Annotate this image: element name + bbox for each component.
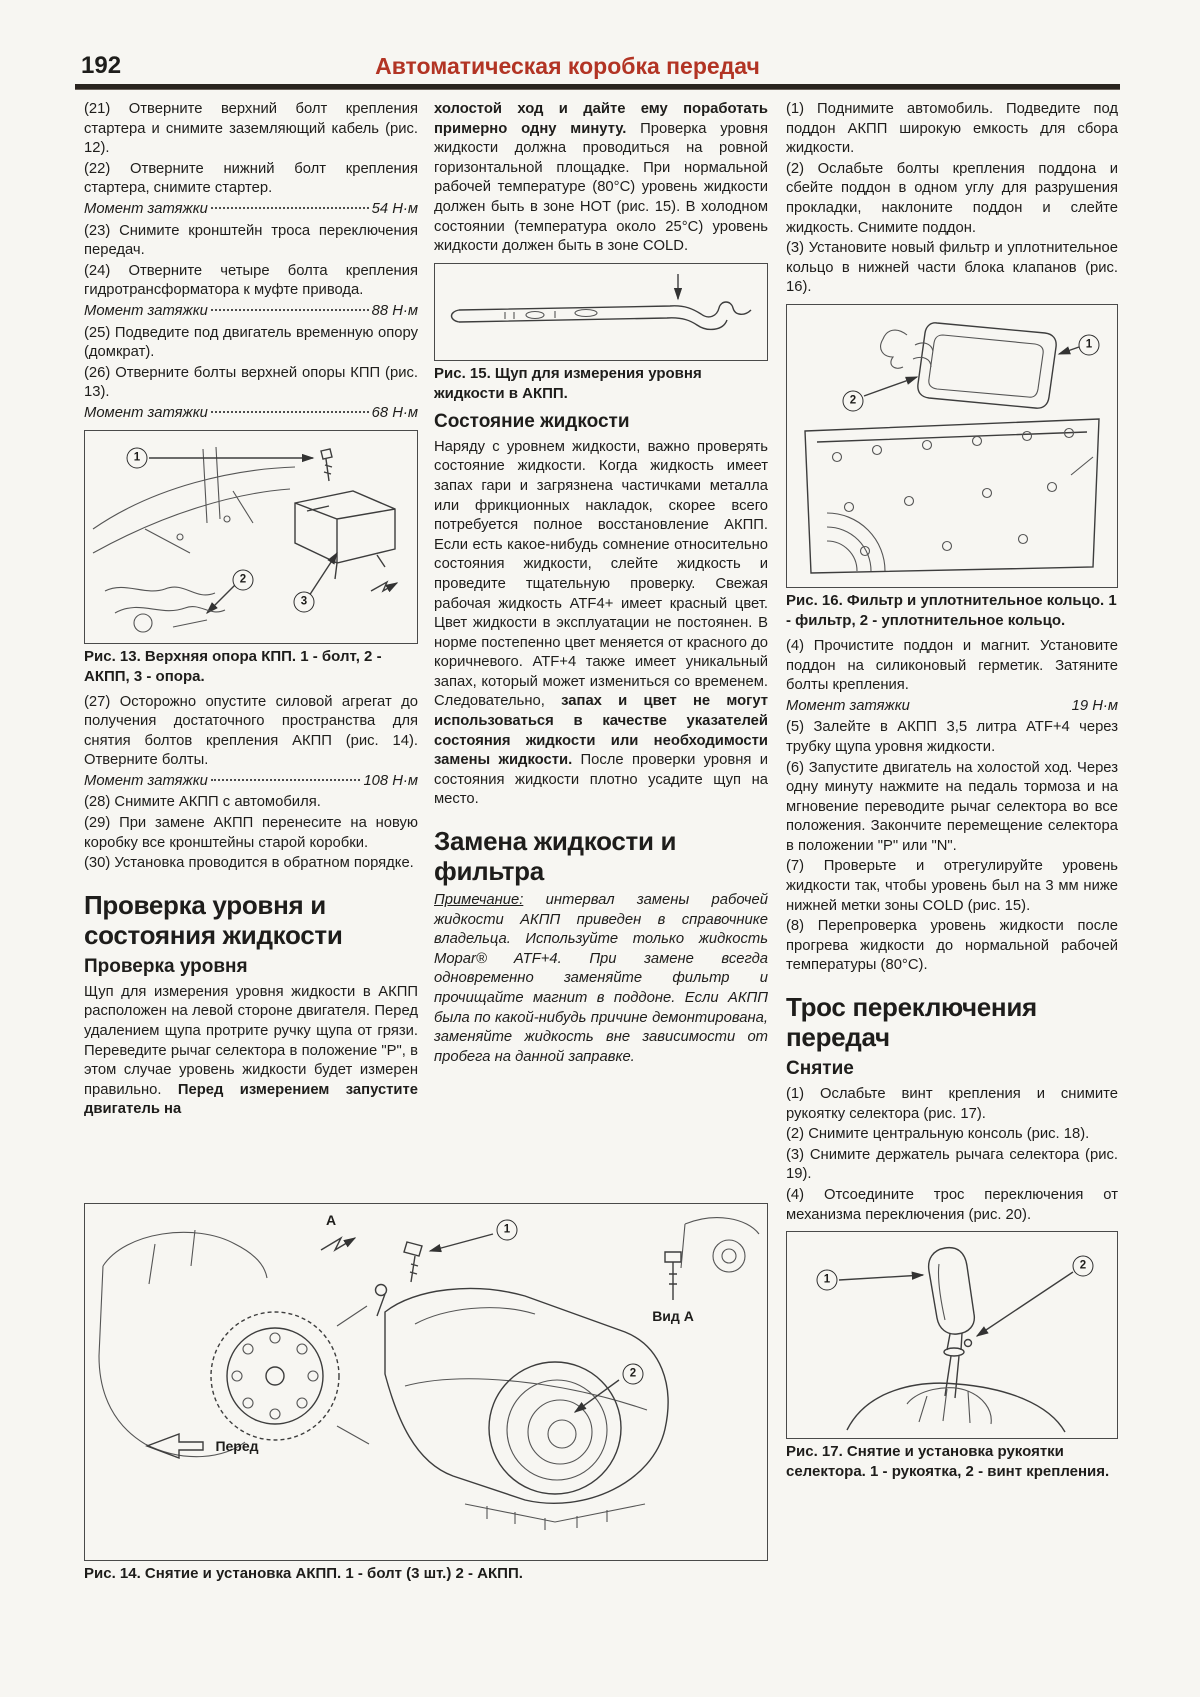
section-title-shift-cable: Трос переключения передач (786, 992, 1037, 1053)
callout-1: 1 (127, 447, 148, 468)
transmission-removal-drawing (85, 1204, 766, 1560)
front-direction-label: Перед (215, 1438, 259, 1454)
step-26: (26) Отверните болты верхней опоры КПП (рис. 13). (84, 364, 418, 401)
step-7: (7) Проверьте и отрегулируйте уровень жидкости так, чтобы уровень был на 3 мм ниже нижней метки зоны COLD (рис. 15). (786, 858, 1118, 914)
dot-leader (211, 779, 361, 781)
figure-13 (84, 430, 418, 687)
paragraph-bold-text: Перед измерением запустите двигатель на (84, 1081, 418, 1118)
column-middle (434, 100, 768, 1067)
paragraph-text: После проверки уровня и состояния жидкости плотно усадите щуп на место. (434, 752, 768, 808)
figure-13-caption: Рис. 13. Верхняя опора КПП. 1 - болт, 2 - АКПП, 3 - опора. (84, 647, 382, 685)
torque-label: Момент затяжки (84, 302, 208, 319)
torque-value: 108 Н·м (363, 772, 418, 789)
step-27: (27) Осторожно опустите силовой агрегат до получения достаточного пространства для снятия болтов крепления АКПП (рис. 14). Отверните болты. (84, 693, 418, 769)
dipstick-drawing (435, 264, 766, 360)
step-29: (29) При замене АКПП перенесите на новую коробку все кронштейны старой коробки. (84, 815, 418, 851)
note-label: Примечание: (434, 892, 524, 909)
removal-step-4: (4) Отсоедините трос переключения от механизма переключения (рис. 20). (786, 1187, 1118, 1223)
step-6: (6) Запустите двигатель на холостой ход. Через одну минуту нажмите на педаль тормоза и на мгновение переводите рычаг селектора во все положения. Закончите перемещение селектора в положении "Р" или "N". (786, 759, 1118, 854)
step-25: (25) Подведите под двигатель временную опору (домкрат). (84, 324, 418, 361)
callout-1: 1 (1079, 334, 1100, 355)
torque-label: Момент затяжки (84, 404, 208, 421)
callout-1: 1 (817, 1270, 838, 1291)
removal-step-2: (2) Снимите центральную консоль (рис. 18). (786, 1126, 1090, 1143)
dot-leader (211, 207, 369, 209)
step-2: (2) Ослабьте болты крепления поддона и сбейте поддон в одном углу для разрушения прокладки, наклоните поддон и слейте жидкость. Снимите поддон. (786, 160, 1118, 236)
section-title-fluid-replace: Замена жидкости и фильтра (434, 826, 677, 887)
paragraph-text: Наряду с уровнем жидкости, важно проверять состояние жидкости. Когда жидкость имеет запах гари и загрязнена частичками металла или фрикционных накладок, скорее всего потребуется полное восстановление АКПП. Если есть какое-нибудь сомнение относительно состояния жидкости, слейте жидкость и проведите тщательную проверку. Свежая рабочая жидкость ATF4+ имеет красный цвет. Цвет жидкости в эксплуатации не постоянен. В норме постепенно цвет меняется от красного до коричневого. ATF+4 также имеет уникальный запах, который может измениться со временем. Следовательно, (434, 438, 768, 710)
note-paragraph (434, 891, 768, 1067)
figure-15-caption: Рис. 15. Щуп для измерения уровня жидкости в АКПП. (434, 364, 702, 402)
figure-14 (84, 1197, 768, 1590)
step-28: (28) Снимите АКПП с автомобиля. (84, 794, 321, 811)
figure-13-drawing (84, 430, 418, 644)
figure-16 (786, 304, 1118, 631)
torque-spec-54 (84, 200, 418, 220)
torque-value: 88 Н·м (371, 302, 418, 319)
figure-14-drawing (84, 1203, 768, 1561)
figure-16-caption: Рис. 16. Фильтр и уплотнительное кольцо. 1 - фильтр, 2 - уплотнительное кольцо. (786, 591, 1117, 629)
callout-2: 2 (233, 569, 254, 590)
torque-spec-19 (786, 697, 1118, 717)
step-8: (8) Перепроверка уровень жидкости после прогрева жидкости до нормальной рабочей температуры (80°С). (786, 918, 1118, 974)
step-3: (3) Установите новый фильтр и уплотнительное кольцо в нижней части блока клапанов (рис. 16). (786, 240, 1118, 296)
step-22: (22) Отверните нижний болт крепления стартера, снимите стартер. (84, 160, 418, 197)
torque-value: 54 Н·м (371, 200, 418, 217)
dot-leader (211, 411, 369, 413)
step-23: (23) Снимите кронштейн троса переключения передач. (84, 222, 418, 259)
figure-15-drawing (434, 263, 768, 361)
fluid-condition-paragraph (434, 438, 768, 810)
callout-1: 1 (497, 1220, 518, 1241)
subsection-title-level-check: Проверка уровня (84, 955, 248, 977)
step-1: (1) Поднимите автомобиль. Подведите под поддон АКПП широкую емкость для сбора жидкости. (786, 101, 1118, 157)
step-24: (24) Отверните четыре болта крепления гидротрансформатора к муфте привода. (84, 262, 418, 299)
paragraph-bold-text: запах и цвет не могут использоваться в качестве указателей состояния жидкости или необходимости замены жидкости. (434, 693, 768, 769)
page-header (75, 46, 1120, 82)
page-number: 192 (81, 52, 122, 79)
step-30: (30) Установка проводится в обратном порядке. (84, 855, 414, 872)
torque-value: 19 Н·м (1071, 697, 1118, 714)
note-text: интервал замены рабочей жидкости АКПП приведен в справочнике владельца. Используйте только жидкость Mopar® ATF+4. При замене всегда одновременно заменяйте фильтр и прочищайте магнит в поддоне. Если АКПП была по какой-нибудь причине демонтирована, заменяйте жидкость вне зависимости от пробега на данной заправке. (434, 892, 768, 1065)
torque-spec-108 (84, 772, 418, 792)
torque-label: Момент затяжки (84, 200, 208, 217)
step-5: (5) Залейте в АКПП 3,5 литра ATF+4 через трубку щупа уровня жидкости. (786, 719, 1118, 755)
removal-step-1: (1) Ослабьте винт крепления и снимите рукоятку селектора (рис. 17). (786, 1086, 1118, 1122)
callout-2: 2 (843, 390, 864, 411)
level-check-paragraph (84, 983, 418, 1120)
filter-and-seal-drawing (787, 305, 1116, 587)
column-left (84, 100, 418, 1121)
page-title: Автоматическая коробка передач (375, 53, 760, 79)
torque-label: Момент затяжки (84, 772, 208, 789)
step-4: (4) Прочистите поддон и магнит. Установите поддон на силиконовый герметик. Затяните болты крепления. (786, 637, 1118, 694)
torque-value: 68 Н·м (371, 404, 418, 421)
subsection-title-removal: Снятие (786, 1058, 854, 1080)
paragraph-text: Проверка уровня жидкости должна проводиться на ровной горизонтальной площадке. При нормальной рабочей температуре (80°С) уровень жидкости должен быть в зоне HOT (рис. 15). В холодном состоянии (температура около 25°С) уровень жидкости должен быть в зоне COLD. (434, 120, 769, 255)
torque-spec-88 (84, 302, 418, 322)
column-right (786, 100, 1118, 1488)
selector-handle-drawing (787, 1232, 1116, 1438)
subsection-title-fluid-condition: Состояние жидкости (434, 410, 630, 432)
step-21: (21) Отверните верхний болт крепления стартера и снимите заземляющий кабель (рис. 12). (84, 101, 418, 157)
removal-step-3: (3) Снимите держатель рычага селектора (рис. 19). (786, 1146, 1118, 1183)
paragraph-bold-text: холостой ход и дайте ему поработать примерно одну минуту. (434, 101, 768, 137)
figure-17 (786, 1231, 1118, 1482)
figure-14-caption: Рис. 14. Снятие и установка АКПП. 1 - болт (3 шт.) 2 - АКПП. (84, 1565, 523, 1582)
torque-label: Момент затяжки (786, 697, 910, 714)
figure-17-caption: Рис. 17. Снятие и установка рукоятки селектора. 1 - рукоятка, 2 - винт крепления. (786, 1443, 1110, 1481)
callout-2: 2 (623, 1364, 644, 1385)
header-rule (75, 84, 1120, 90)
section-title-fluid-check: Проверка уровня и состояния жидкости (84, 889, 343, 950)
paragraph-text: Щуп для измерения уровня жидкости в АКПП расположен на левой стороне двигателя. Перед удалением щупа протрите ручку щупа от грязи. Переведите рычаг селектора в положение "Р", в этом случае уровень жидкости будет измерен правильно. (84, 983, 418, 1098)
figure-16-drawing (786, 304, 1118, 588)
idle-paragraph (434, 100, 768, 257)
dot-leader (211, 309, 369, 311)
callout-2: 2 (1073, 1256, 1094, 1277)
figure-15 (434, 263, 768, 404)
view-a-label: Вид А (652, 1308, 694, 1324)
callout-3: 3 (294, 591, 315, 612)
figure-17-drawing (786, 1231, 1118, 1439)
view-arrow-label: А (325, 1212, 337, 1228)
torque-spec-68 (84, 404, 418, 424)
